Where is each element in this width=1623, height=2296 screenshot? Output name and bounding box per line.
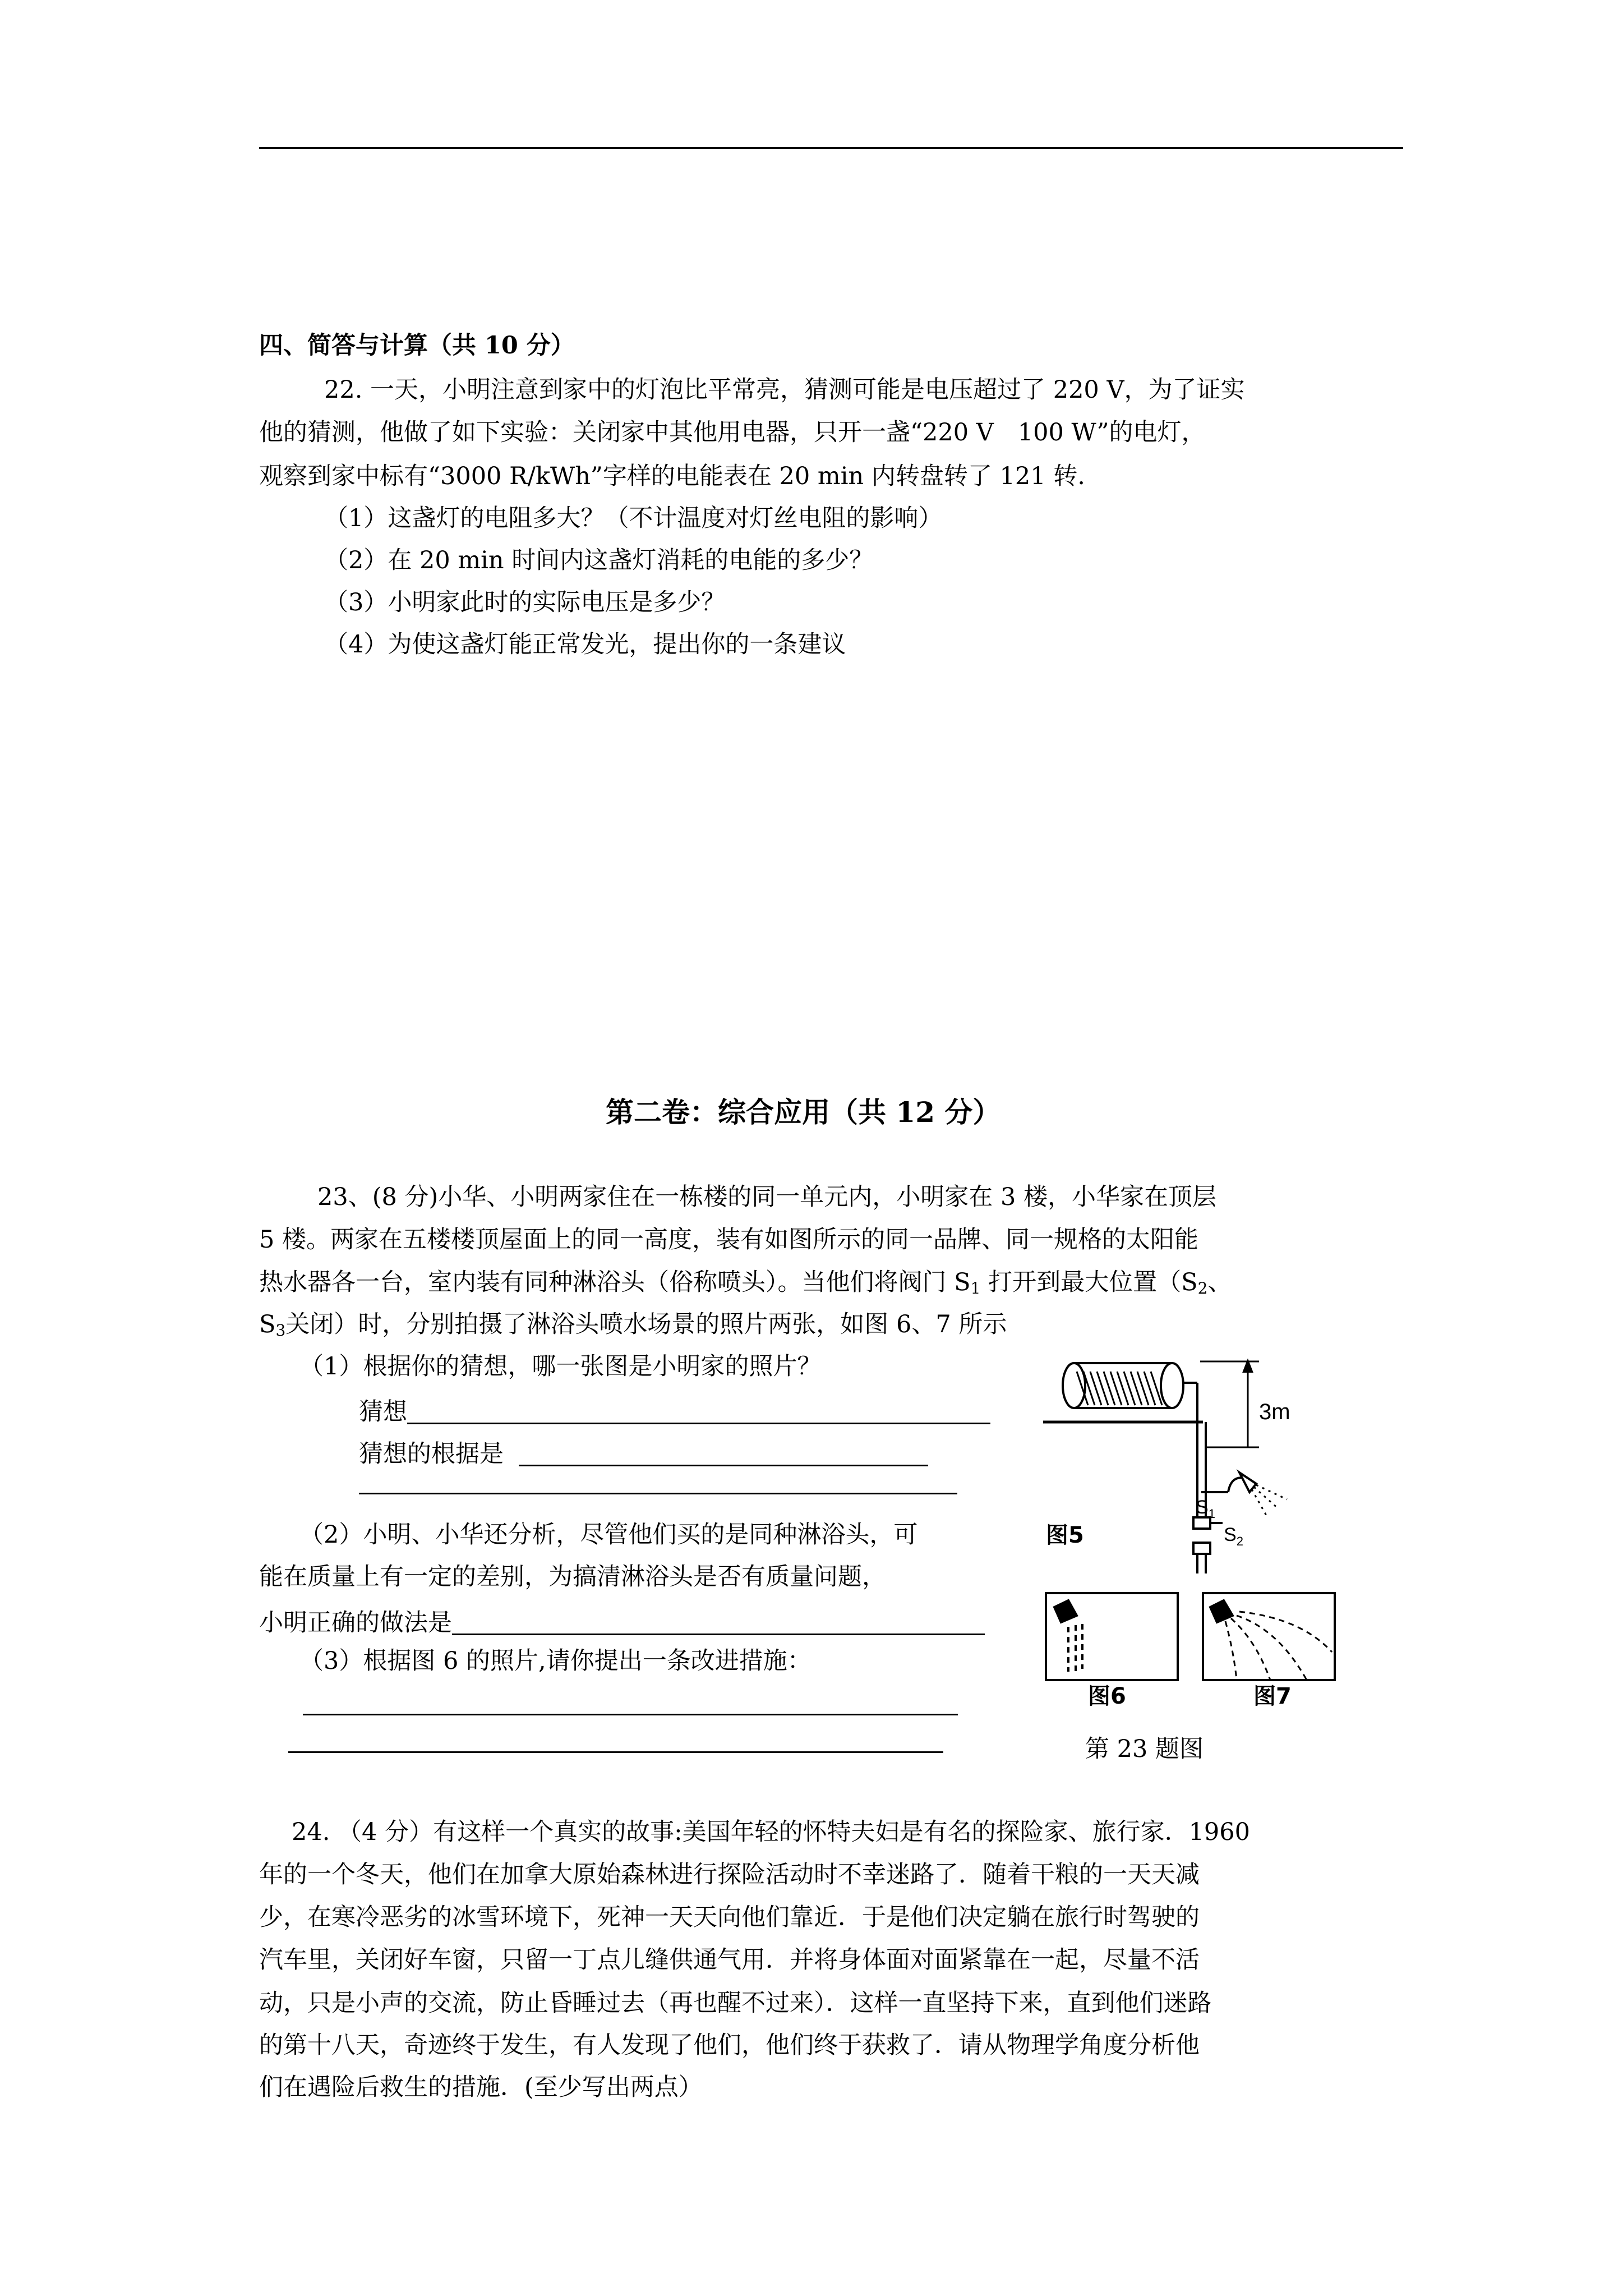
s2-label: $S_2$ — [1224, 1524, 1243, 1548]
section-heading: 四、简答与计算（共 10 分） — [259, 332, 575, 360]
improvement-answer-line-2[interactable] — [288, 1751, 943, 1753]
s2-subscript: 2 — [1197, 1279, 1208, 1297]
q24-line-6: 的第十八天，奇迹终于发生，有人发现了他们，他们终于获救了．请从物理学角度分析他 — [259, 2031, 1200, 2059]
figure-6-label: 图6 — [1088, 1683, 1126, 1708]
q23-line-1: 23、(8 分)小华、小明两家住在一栋楼的同一单元内，小明家在 3 楼，小华家在顶层 — [317, 1183, 1216, 1211]
q23-part-2-line-1: （2）小明、小华还分析，尽管他们买的是同种淋浴头，可 — [299, 1521, 918, 1549]
s3-label: S — [259, 1310, 276, 1338]
figure-7-label: 图7 — [1253, 1683, 1292, 1708]
q24-line-5: 动，只是小声的交流，防止昏睡过去（再也醒不过来）．这样一直坚持下来，直到他们迷路 — [259, 1989, 1212, 2017]
correct-method-label: 小明正确的做法是 — [259, 1609, 452, 1637]
q23-line-2: 5 楼。两家在五楼楼顶屋面上的同一高度，装有如图所示的同一品牌、同一规格的太阳能 — [259, 1226, 1199, 1254]
q23-line-4 — [259, 1310, 1007, 1340]
q24-line-1: 24. （4 分）有这样一个真实的故事:美国年轻的怀特夫妇是有名的探险家、旅行家．1960 — [292, 1818, 1250, 1846]
q23-line-3-rest: 打开到最大位置（S — [980, 1268, 1198, 1296]
s3-subscript: 3 — [275, 1321, 286, 1340]
q23-line-4-rest: 关闭）时，分别拍摄了淋浴头喷水场景的照片两张，如图 6、7 所示 — [285, 1310, 1007, 1338]
height-label: 3m — [1259, 1400, 1290, 1424]
q23-figure — [1043, 1349, 1357, 1708]
q22-line-2: 他的猜测，他做了如下实验：关闭家中其他用电器，只开一盏“220 V 100 W”的电灯， — [259, 418, 1206, 447]
figure-caption: 第 23 题图 — [1085, 1735, 1204, 1763]
part2-title: 第二卷：综合应用（共 12 分） — [606, 1096, 1001, 1129]
basis-row — [359, 1439, 928, 1466]
guess-answer-blank[interactable] — [407, 1397, 990, 1424]
s1-label: $S_1$ — [1196, 1497, 1215, 1521]
q23-part-1: （1）根据你的猜想，哪一张图是小明家的照片？ — [299, 1352, 822, 1381]
q24-line-7: 们在遇险后救生的措施．(至少写出两点） — [259, 2073, 703, 2101]
q24-line-4: 汽车里，关闭好车窗，只留一丁点儿缝供通气用．并将身体面对面紧靠在一起，尽量不活 — [259, 1946, 1200, 1974]
q24-line-3: 少，在寒冷恶劣的冰雪环境下，死神一天天向他们靠近．于是他们决定躺在旅行时驾驶的 — [259, 1903, 1200, 1931]
q22-subquestion-1: （1）这盏灯的电阻多大？（不计温度对灯丝电阻的影响） — [324, 504, 943, 532]
q22-subquestion-3: （3）小明家此时的实际电压是多少？ — [324, 588, 726, 616]
q24-line-2: 年的一个冬天，他们在加拿大原始森林进行探险活动时不幸迷路了．随着干粮的一天天减 — [259, 1861, 1200, 1889]
q23-line-3-text: 热水器各一台，室内装有同种淋浴头（俗称喷头）。当他们将阀门 S — [259, 1268, 971, 1296]
basis-label: 猜想的根据是 — [359, 1440, 504, 1468]
correct-method-blank[interactable] — [452, 1608, 985, 1635]
q22-subquestion-2: （2）在 20 min 时间内这盏灯消耗的电能的多少？ — [324, 546, 874, 574]
q23-line-3-end: 、 — [1207, 1268, 1232, 1296]
basis-answer-line-2[interactable] — [359, 1493, 957, 1494]
guess-label: 猜想 — [359, 1398, 407, 1426]
q23-line-3 — [259, 1268, 1232, 1297]
basis-answer-blank[interactable] — [519, 1439, 928, 1466]
s1-subscript: 1 — [970, 1279, 981, 1297]
q22-line-3: 观察到家中标有“3000 R/kWh”字样的电能表在 20 min 内转盘转了 121 转. — [259, 462, 1085, 490]
q22-subquestion-4: （4）为使这盏灯能正常发光，提出你的一条建议 — [324, 631, 846, 659]
q23-part-2-line-2: 能在质量上有一定的差别，为搞清淋浴头是否有质量问题， — [259, 1563, 886, 1591]
q22-line-1: 22. 一天，小明注意到家中的灯泡比平常亮，猜测可能是电压超过了 220 V，为了证实 — [324, 376, 1245, 404]
figure-5-label: 图5 — [1046, 1522, 1084, 1548]
improvement-answer-line-1[interactable] — [303, 1714, 958, 1715]
header-rule — [259, 147, 1403, 149]
q23-part-2-line-3 — [259, 1608, 985, 1635]
solar-water-heater-diagram — [1043, 1361, 1335, 1680]
q23-part-3: （3）根据图 6 的照片,请你提出一条改进措施： — [299, 1647, 811, 1675]
guess-row — [359, 1397, 990, 1424]
